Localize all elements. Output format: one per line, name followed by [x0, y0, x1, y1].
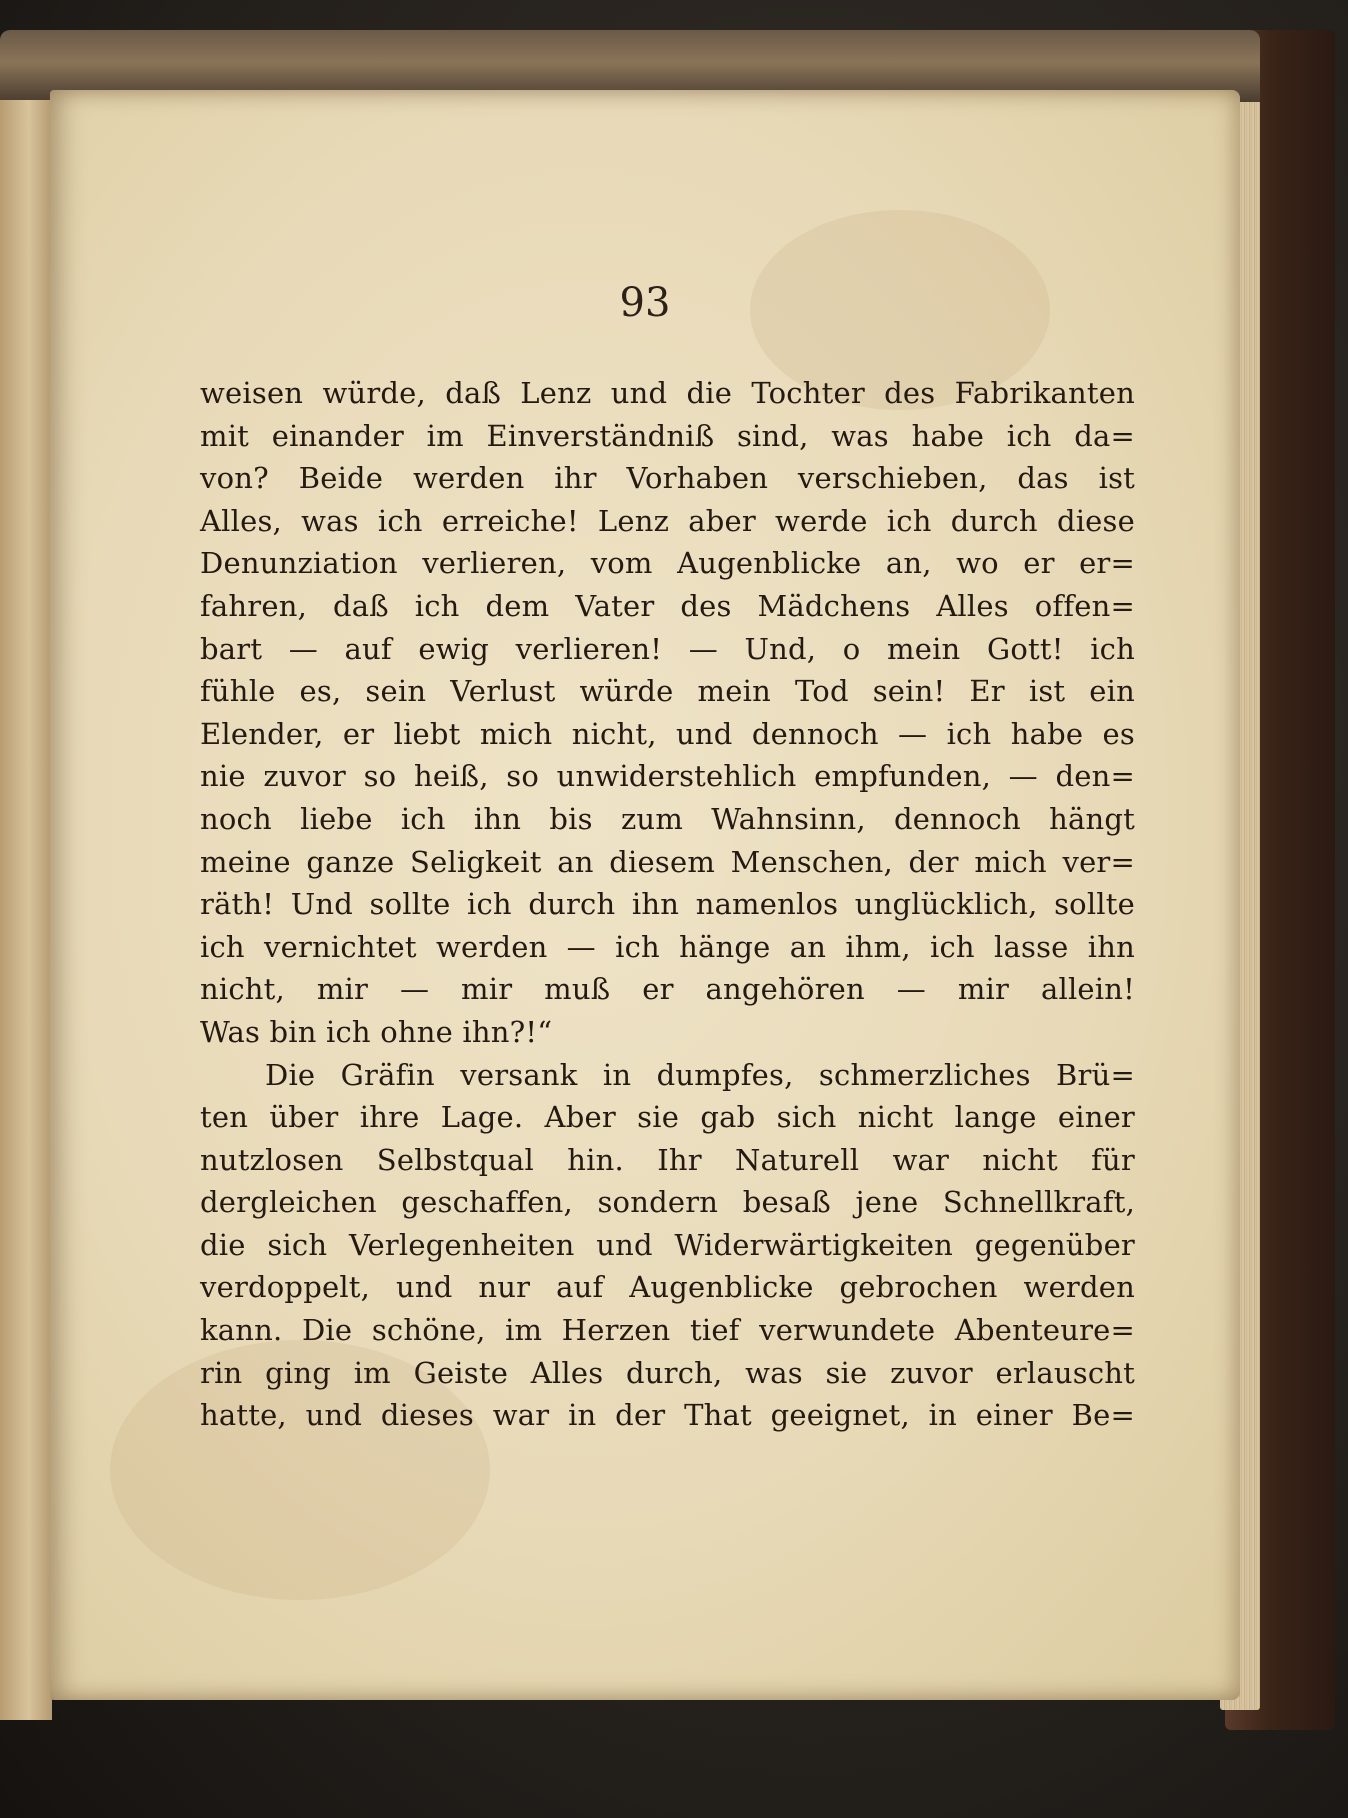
text-line: fühle es, sein Verlust würde mein Tod sein! Er ist ein [200, 674, 1135, 709]
text-line: mit einander im Einverständniß sind, was habe ich da= [200, 418, 1135, 453]
text-line: räth! Und sollte ich durch ihn namenlos unglücklich, sollte [200, 887, 1135, 922]
text-line: Was bin ich ohne ihn?!“ [200, 1014, 553, 1049]
text-line: von? Beide werden ihr Vorhaben verschieben, das ist [200, 461, 1135, 496]
text-line: ten über ihre Lage. Aber sie gab sich nicht lange einer [200, 1100, 1135, 1135]
text-line: fahren, daß ich dem Vater des Mädchens Alles offen= [200, 588, 1135, 623]
text-line: rin ging im Geiste Alles durch, was sie zuvor erlauscht [200, 1355, 1135, 1390]
body-text [200, 372, 1135, 1437]
text-line: Denunziation verlieren, vom Augenblicke an, wo er er= [200, 546, 1135, 581]
text-line: weisen würde, daß Lenz und die Tochter des Fabrikanten [200, 376, 1135, 410]
facing-page-edge [0, 100, 52, 1720]
text-line: dergleichen geschaffen, sondern besaß jene Schnellkraft, [200, 1185, 1135, 1220]
text-line: nie zuvor so heiß, so unwiderstehlich empfunden, — den= [200, 759, 1135, 794]
text-line: noch liebe ich ihn bis zum Wahnsinn, dennoch hängt [200, 801, 1135, 836]
text-line: die sich Verlegenheiten und Widerwärtigkeiten gegenüber [200, 1227, 1135, 1262]
text-line: meine ganze Seligkeit an diesem Menschen, der mich ver= [200, 844, 1135, 879]
text-line: nicht, mir — mir muß er angehören — mir allein! [200, 972, 1135, 1007]
text-line: verdoppelt, und nur auf Augenblicke gebrochen werden [200, 1270, 1135, 1305]
book-page [50, 90, 1240, 1700]
text-line: Alles, was ich erreiche! Lenz aber werde ich durch diese [200, 503, 1135, 538]
text-line: ich vernichtet werden — ich hänge an ihm, ich lasse ihn [200, 929, 1135, 964]
text-line: Elender, er liebt mich nicht, und dennoch — ich habe es [200, 716, 1135, 751]
text-line: hatte, und dieses war in der That geeignet, in einer Be= [200, 1398, 1135, 1433]
text-line: bart — auf ewig verlieren! — Und, o mein Gott! ich [200, 631, 1135, 666]
text-line: kann. Die schöne, im Herzen tief verwundete Abenteure= [200, 1313, 1135, 1348]
page-number: 93 [619, 280, 671, 326]
paragraph-start-line: Die Gräfin versank in dumpfes, schmerzliches Brü= [265, 1057, 1135, 1092]
text-line: nutzlosen Selbstqual hin. Ihr Naturell war nicht für [200, 1142, 1135, 1177]
